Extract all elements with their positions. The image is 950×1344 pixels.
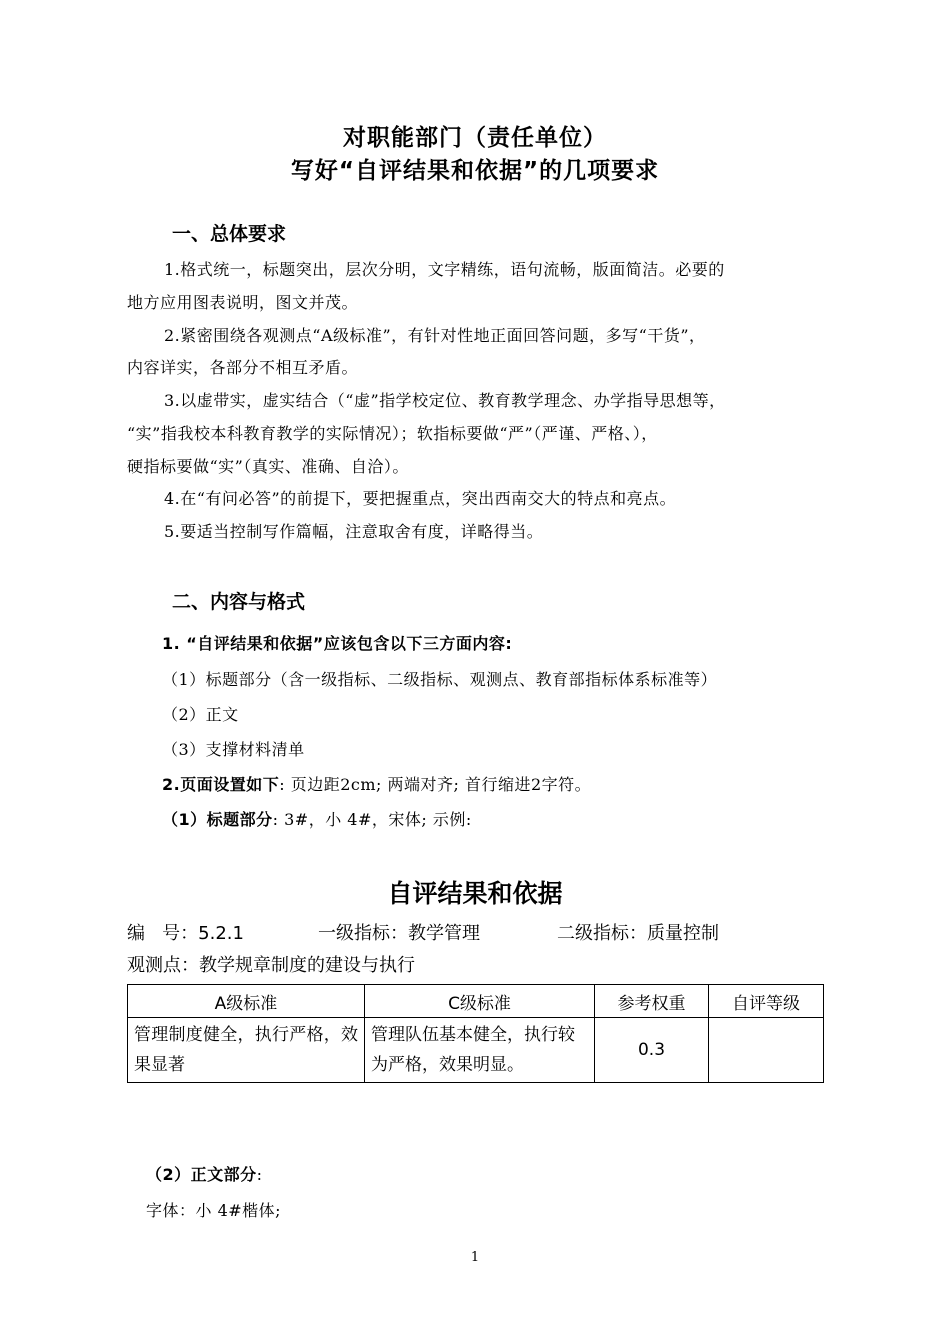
document-title-line2: 写好“自评结果和依据”的几项要求 bbox=[290, 158, 660, 184]
section2-item1-sub3: （3）支撑材料清单 bbox=[162, 740, 305, 759]
section2-item2-label: 2.页面设置如下 bbox=[162, 775, 280, 794]
section3-colon: : bbox=[256, 1165, 263, 1184]
document-title-line1: 对职能部门（责任单位） bbox=[343, 125, 607, 151]
section2-item3-text: : 3#，小 4#，宋体; 示例: bbox=[272, 810, 472, 829]
section1-line-8: 4.在“有问必答”的前提下，要把握重点，突出西南交大的特点和亮点。 bbox=[164, 489, 677, 508]
section1-heading: 一、总体要求 bbox=[172, 223, 287, 245]
cell-a-standard: 管理制度健全，执行严格，效果显著 bbox=[128, 1018, 365, 1083]
section2-item1: 1. “自评结果和依据”应该包含以下三方面内容: bbox=[162, 634, 513, 653]
header-self-grade: 自评等级 bbox=[709, 985, 824, 1018]
table-header-row bbox=[128, 985, 824, 1018]
header-weight: 参考权重 bbox=[595, 985, 709, 1018]
example-level2: 二级指标：质量控制 bbox=[557, 923, 719, 944]
header-c-standard: C级标准 bbox=[365, 985, 595, 1018]
section1-line-7: 硬指标要做“实”（真实、准确、自洽）。 bbox=[127, 457, 409, 476]
section2-item1-sub2: （2）正文 bbox=[162, 705, 239, 724]
section1-line-2: 地方应用图表说明，图文并茂。 bbox=[127, 293, 359, 312]
section3-label: （2）正文部分 bbox=[146, 1165, 257, 1184]
table-row bbox=[128, 1018, 824, 1083]
example-number: 编 号：5.2.1 bbox=[127, 923, 244, 944]
section1-line-3: 2.紧密围绕各观测点“A级标准”，有针对性地正面回答问题，多写“干货”， bbox=[164, 326, 706, 345]
section2-item2-text: : 页边距2cm; 两端对齐; 首行缩进2字符。 bbox=[279, 775, 592, 794]
section1-line-6: “实”指我校本科教育教学的实际情况）；软指标要做“严”（严谨、严格、）， bbox=[127, 424, 658, 443]
section3-font-line: 字体：小 4#楷体; bbox=[146, 1201, 282, 1220]
section2-heading: 二、内容与格式 bbox=[172, 591, 306, 613]
section1-line-9: 5.要适当控制写作篇幅，注意取舍有度，详略得当。 bbox=[164, 522, 544, 541]
section2-item2 bbox=[162, 772, 591, 795]
section2-item1-sub1: （1）标题部分（含一级指标、二级指标、观测点、教育部指标体系标准等） bbox=[162, 670, 718, 689]
standards-table bbox=[127, 984, 824, 1083]
example-observation: 观测点：教学规章制度的建设与执行 bbox=[127, 955, 415, 976]
cell-c-standard: 管理队伍基本健全，执行较为严格，效果明显。 bbox=[365, 1018, 595, 1083]
header-a-standard: A级标准 bbox=[128, 985, 365, 1018]
section1-line-4: 内容详实，各部分不相互矛盾。 bbox=[127, 358, 359, 377]
section1-line-5: 3.以虚带实，虚实结合（“虚”指学校定位、教育教学理念、办学指导思想等， bbox=[164, 391, 726, 410]
section1-line-1: 1.格式统一，标题突出，层次分明，文字精练，语句流畅，版面简洁。必要的 bbox=[164, 260, 725, 279]
page-number: 1 bbox=[470, 1250, 480, 1265]
section2-item3-label: （1）标题部分 bbox=[162, 810, 273, 829]
section2-item3 bbox=[162, 807, 472, 830]
example-level1: 一级指标：教学管理 bbox=[318, 923, 480, 944]
section3-heading bbox=[146, 1162, 263, 1185]
example-title: 自评结果和依据 bbox=[387, 879, 563, 908]
cell-self-grade bbox=[709, 1018, 824, 1083]
cell-weight: 0.3 bbox=[595, 1018, 709, 1083]
